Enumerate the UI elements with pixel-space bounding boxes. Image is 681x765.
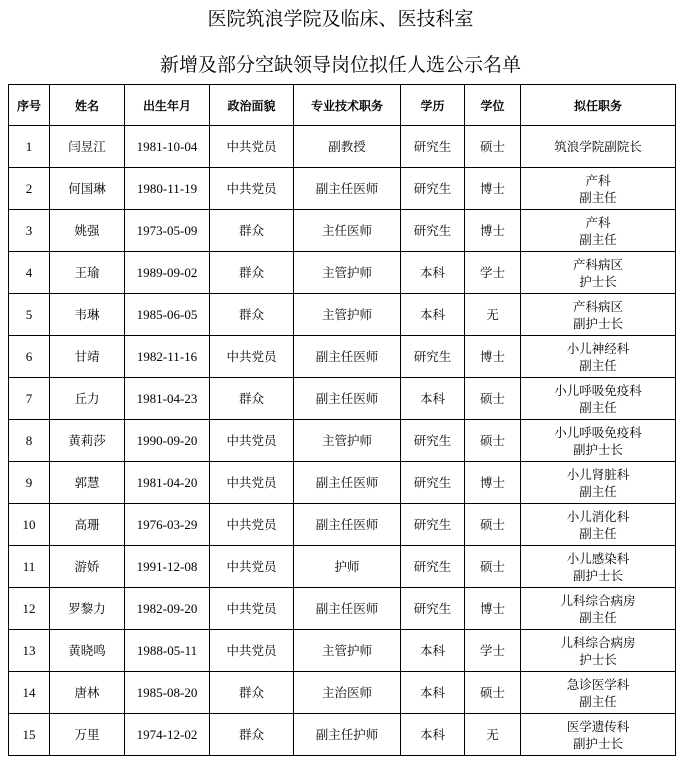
- table-row: [9, 336, 676, 378]
- header-position: 拟任职务: [521, 85, 676, 126]
- position-line-1: 急诊医学科: [566, 676, 630, 692]
- position-line-2: 副护士长: [572, 315, 623, 331]
- cell-education: 研究生: [401, 462, 465, 504]
- cell-degree: 无: [465, 714, 521, 756]
- cell-no: 15: [9, 714, 50, 756]
- cell-title: 主管护师: [294, 252, 401, 294]
- cell-position: [521, 420, 676, 462]
- cell-position: [521, 210, 676, 252]
- cell-no: 12: [9, 588, 50, 630]
- candidate-table: [8, 84, 676, 756]
- position-line-2: 副主任: [579, 525, 617, 541]
- table-row: [9, 504, 676, 546]
- cell-no: 2: [9, 168, 50, 210]
- cell-name: 郭慧: [50, 462, 125, 504]
- cell-no: 9: [9, 462, 50, 504]
- cell-name: 唐林: [50, 672, 125, 714]
- table-row: [9, 630, 676, 672]
- cell-title: 副主任医师: [294, 462, 401, 504]
- header-degree: 学位: [465, 85, 521, 126]
- cell-title: 副教授: [294, 126, 401, 168]
- cell-position: [521, 630, 676, 672]
- cell-title: 副主任医师: [294, 168, 401, 210]
- position-line-2: 副主任: [579, 483, 617, 499]
- cell-degree: 博士: [465, 210, 521, 252]
- cell-political: 中共党员: [210, 504, 294, 546]
- position-line-1: 小儿肾脏科: [566, 466, 630, 482]
- cell-education: 研究生: [401, 336, 465, 378]
- table-header-row: [9, 85, 676, 126]
- cell-title: 主管护师: [294, 630, 401, 672]
- cell-education: 本科: [401, 630, 465, 672]
- position-line-1: 产科: [585, 214, 611, 230]
- cell-education: 本科: [401, 378, 465, 420]
- position-line-1: 小儿消化科: [566, 508, 630, 524]
- cell-title: 主任医师: [294, 210, 401, 252]
- cell-no: 10: [9, 504, 50, 546]
- cell-education: 研究生: [401, 420, 465, 462]
- cell-birth: 1981-04-20: [125, 462, 210, 504]
- cell-political: 中共党员: [210, 126, 294, 168]
- cell-title: 护师: [294, 546, 401, 588]
- cell-name: 闫昱江: [50, 126, 125, 168]
- cell-political: 群众: [210, 672, 294, 714]
- cell-education: 研究生: [401, 126, 465, 168]
- cell-political: 群众: [210, 294, 294, 336]
- cell-name: 王瑜: [50, 252, 125, 294]
- position-line-2: 副主任: [579, 693, 617, 709]
- header-no: 序号: [9, 85, 50, 126]
- cell-no: 5: [9, 294, 50, 336]
- cell-title: 副主任医师: [294, 588, 401, 630]
- cell-title: 副主任医师: [294, 336, 401, 378]
- header-education: 学历: [401, 85, 465, 126]
- cell-title: 副主任医师: [294, 378, 401, 420]
- cell-education: 本科: [401, 252, 465, 294]
- cell-name: 万里: [50, 714, 125, 756]
- cell-birth: 1991-12-08: [125, 546, 210, 588]
- cell-political: 中共党员: [210, 336, 294, 378]
- cell-name: 何国琳: [50, 168, 125, 210]
- position-line-2: 副主任: [579, 231, 617, 247]
- cell-political: 中共党员: [210, 420, 294, 462]
- cell-no: 8: [9, 420, 50, 462]
- cell-title: 副主任医师: [294, 504, 401, 546]
- cell-birth: 1974-12-02: [125, 714, 210, 756]
- cell-position: [521, 672, 676, 714]
- cell-education: 本科: [401, 294, 465, 336]
- cell-position: [521, 336, 676, 378]
- cell-birth: 1980-11-19: [125, 168, 210, 210]
- cell-degree: 硕士: [465, 378, 521, 420]
- cell-degree: 硕士: [465, 504, 521, 546]
- cell-political: 中共党员: [210, 546, 294, 588]
- cell-birth: 1973-05-09: [125, 210, 210, 252]
- cell-title: 主管护师: [294, 420, 401, 462]
- cell-political: 群众: [210, 210, 294, 252]
- position-line-2: 护士长: [579, 651, 617, 667]
- cell-education: 本科: [401, 714, 465, 756]
- cell-degree: 博士: [465, 462, 521, 504]
- cell-birth: 1982-09-20: [125, 588, 210, 630]
- cell-political: 群众: [210, 378, 294, 420]
- position-line-1: 儿科综合病房: [560, 592, 636, 608]
- cell-birth: 1982-11-16: [125, 336, 210, 378]
- cell-political: 中共党员: [210, 462, 294, 504]
- cell-title: 主治医师: [294, 672, 401, 714]
- cell-education: 本科: [401, 672, 465, 714]
- cell-no: 13: [9, 630, 50, 672]
- cell-political: 中共党员: [210, 630, 294, 672]
- cell-title: 副主任护师: [294, 714, 401, 756]
- cell-political: 中共党员: [210, 588, 294, 630]
- cell-no: 11: [9, 546, 50, 588]
- table-row: [9, 210, 676, 252]
- cell-education: 研究生: [401, 168, 465, 210]
- table-row: [9, 126, 676, 168]
- cell-no: 4: [9, 252, 50, 294]
- table-row: [9, 588, 676, 630]
- position-line-1: 产科病区: [572, 298, 623, 314]
- cell-birth: 1990-09-20: [125, 420, 210, 462]
- cell-education: 研究生: [401, 546, 465, 588]
- cell-position: [521, 168, 676, 210]
- cell-position: [521, 378, 676, 420]
- position-line-1: 产科: [585, 172, 611, 188]
- cell-no: 3: [9, 210, 50, 252]
- table-row: [9, 378, 676, 420]
- cell-name: 韦琳: [50, 294, 125, 336]
- cell-position: [521, 294, 676, 336]
- document-title-line-1: 医院筑浪学院及临床、医技科室: [207, 8, 474, 30]
- cell-degree: 硕士: [465, 420, 521, 462]
- cell-birth: 1981-10-04: [125, 126, 210, 168]
- position-line-2: 副护士长: [572, 441, 623, 457]
- table-row: [9, 714, 676, 756]
- document-title-line-2: 新增及部分空缺领导岗位拟任人选公示名单: [159, 54, 521, 76]
- table-row: [9, 252, 676, 294]
- position-line-2: 副护士长: [572, 735, 623, 751]
- position-line-2: 护士长: [579, 273, 617, 289]
- cell-no: 1: [9, 126, 50, 168]
- position-line-1: 儿科综合病房: [560, 634, 636, 650]
- cell-birth: 1989-09-02: [125, 252, 210, 294]
- cell-position: [521, 252, 676, 294]
- cell-education: 研究生: [401, 588, 465, 630]
- cell-name: 高珊: [50, 504, 125, 546]
- cell-degree: 博士: [465, 588, 521, 630]
- header-birth: 出生年月: [125, 85, 210, 126]
- table-row: [9, 294, 676, 336]
- cell-birth: 1976-03-29: [125, 504, 210, 546]
- cell-no: 7: [9, 378, 50, 420]
- position-line-2: 副主任: [579, 609, 617, 625]
- position-line-2: 副护士长: [572, 567, 623, 583]
- cell-name: 罗黎力: [50, 588, 125, 630]
- cell-degree: 硕士: [465, 672, 521, 714]
- table-row: [9, 672, 676, 714]
- position-line-1: 小儿呼吸免疫科: [554, 424, 642, 440]
- position-line-1: 医学遗传科: [566, 718, 630, 734]
- header-political: 政治面貌: [210, 85, 294, 126]
- cell-education: 研究生: [401, 210, 465, 252]
- cell-no: 14: [9, 672, 50, 714]
- position-line-1: 小儿感染科: [566, 550, 630, 566]
- cell-political: 群众: [210, 714, 294, 756]
- cell-degree: 学士: [465, 630, 521, 672]
- cell-position: [521, 504, 676, 546]
- cell-position: [521, 714, 676, 756]
- cell-name: 丘力: [50, 378, 125, 420]
- cell-title: 主管护师: [294, 294, 401, 336]
- cell-political: 群众: [210, 252, 294, 294]
- position-line-1: 筑浪学院副院长: [554, 139, 642, 154]
- cell-name: 游娇: [50, 546, 125, 588]
- cell-name: 姚强: [50, 210, 125, 252]
- table-row: [9, 546, 676, 588]
- position-line-2: 副主任: [579, 189, 617, 205]
- cell-degree: 博士: [465, 168, 521, 210]
- cell-birth: 1981-04-23: [125, 378, 210, 420]
- cell-birth: 1985-08-20: [125, 672, 210, 714]
- cell-degree: 无: [465, 294, 521, 336]
- cell-position: [521, 546, 676, 588]
- cell-degree: 学士: [465, 252, 521, 294]
- cell-education: 研究生: [401, 504, 465, 546]
- table-row: [9, 462, 676, 504]
- cell-no: 6: [9, 336, 50, 378]
- position-line-2: 副主任: [579, 399, 617, 415]
- header-name: 姓名: [50, 85, 125, 126]
- cell-name: 黄莉莎: [50, 420, 125, 462]
- cell-name: 黄晓鸣: [50, 630, 125, 672]
- cell-degree: 博士: [465, 336, 521, 378]
- cell-name: 甘靖: [50, 336, 125, 378]
- table-row: [9, 420, 676, 462]
- cell-position: [521, 588, 676, 630]
- cell-birth: 1985-06-05: [125, 294, 210, 336]
- cell-degree: 硕士: [465, 126, 521, 168]
- table-row: [9, 168, 676, 210]
- position-line-1: 小儿神经科: [566, 340, 630, 356]
- cell-position: [521, 462, 676, 504]
- position-line-1: 产科病区: [572, 256, 623, 272]
- cell-degree: 硕士: [465, 546, 521, 588]
- cell-political: 中共党员: [210, 168, 294, 210]
- cell-birth: 1988-05-11: [125, 630, 210, 672]
- position-line-1: 小儿呼吸免疫科: [554, 382, 642, 398]
- position-line-2: 副主任: [579, 357, 617, 373]
- cell-position: [521, 126, 676, 168]
- header-title: 专业技术职务: [294, 85, 401, 126]
